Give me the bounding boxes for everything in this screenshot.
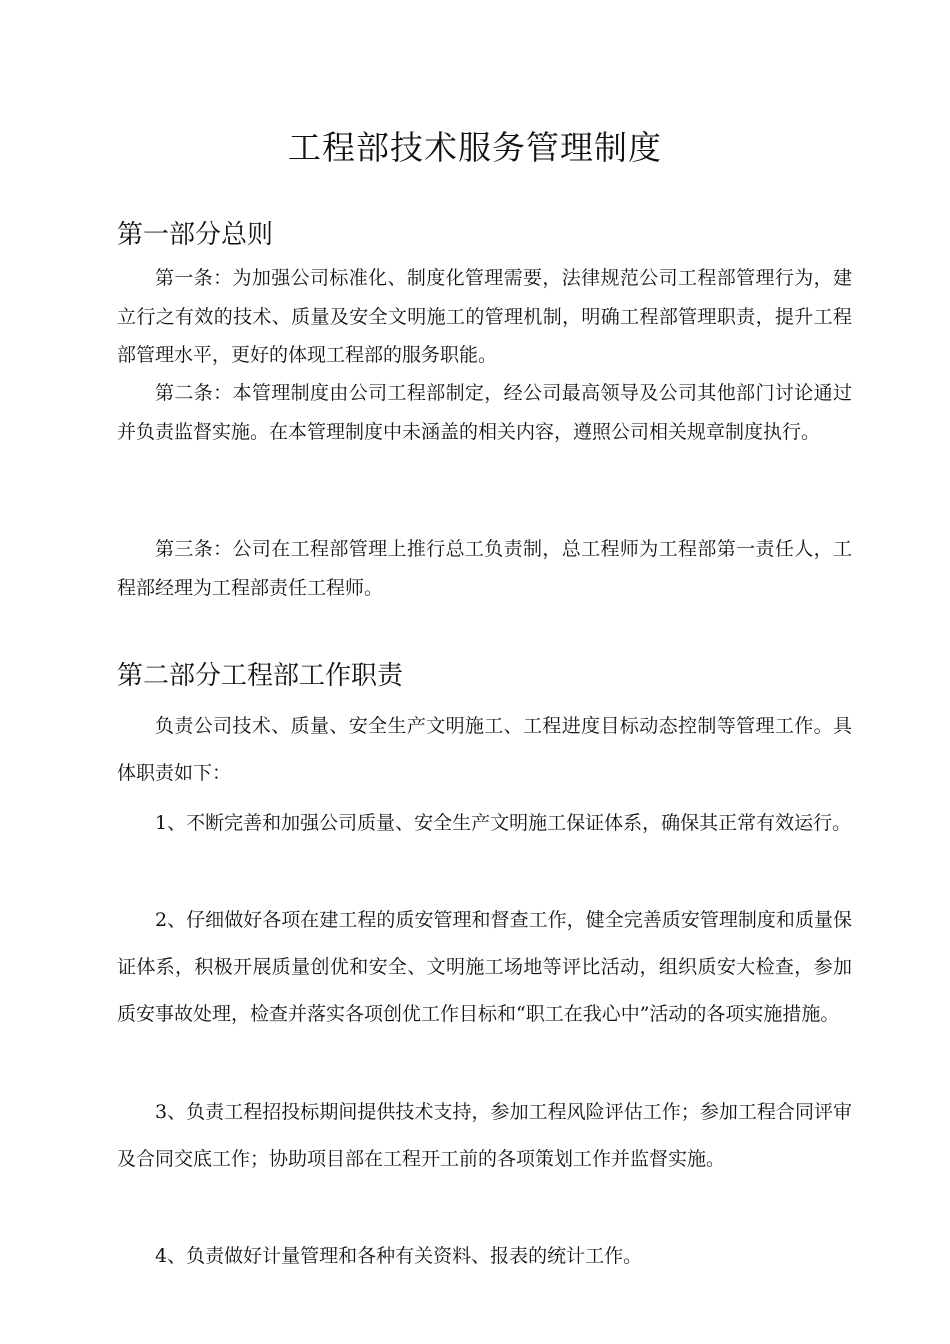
document-title: 工程部技术服务管理制度: [288, 128, 662, 167]
article-2-paragraph: 第二条：本管理制度由公司工程部制定，经公司最高领导及公司其他部门讨论通过并负责监督实施。在本管理制度中未涵盖的相关内容，遵照公司相关规章制度执行。: [117, 382, 852, 443]
responsibility-item-3: 3、负责工程招投标期间提供技术支持，参加工程风险评估工作；参加工程合同评审及合同交底工作；协助项目部在工程开工前的各项策划工作并监督实施。: [117, 1101, 852, 1170]
section-heading-general: 第一部分总则: [117, 220, 274, 250]
article-1-paragraph: 第一条：为加强公司标准化、制度化管理需要，法律规范公司工程部管理行为，建立行之有效的技术、质量及安全文明施工的管理机制，明确工程部管理职责，提升工程部管理水平，更好的体现工程部的服务职能。: [117, 267, 852, 366]
article-3-paragraph: 第三条：公司在工程部管理上推行总工负责制，总工程师为工程部第一责任人，工程部经理为工程部责任工程师。: [117, 538, 852, 599]
responsibility-item-2: 2、仔细做好各项在建工程的质安管理和督查工作，健全完善质安管理制度和质量保证体系，积极开展质量创优和安全、文明施工场地等评比活动，组织质安大检查，参加质安事故处理，检查并落实各项创优工作目标和“职工在我心中”活动的各项实施措施。: [117, 909, 852, 1025]
responsibilities-intro-paragraph: 负责公司技术、质量、安全生产文明施工、工程进度目标动态控制等管理工作。具体职责如下：: [117, 715, 852, 784]
section-heading-responsibilities: 第二部分工程部工作职责: [117, 661, 404, 691]
responsibility-item-4: 4、负责做好计量管理和各种有关资料、报表的统计工作。: [155, 1245, 643, 1267]
responsibility-item-1: 1、不断完善和加强公司质量、安全生产文明施工保证体系，确保其正常有效运行。: [155, 812, 852, 834]
